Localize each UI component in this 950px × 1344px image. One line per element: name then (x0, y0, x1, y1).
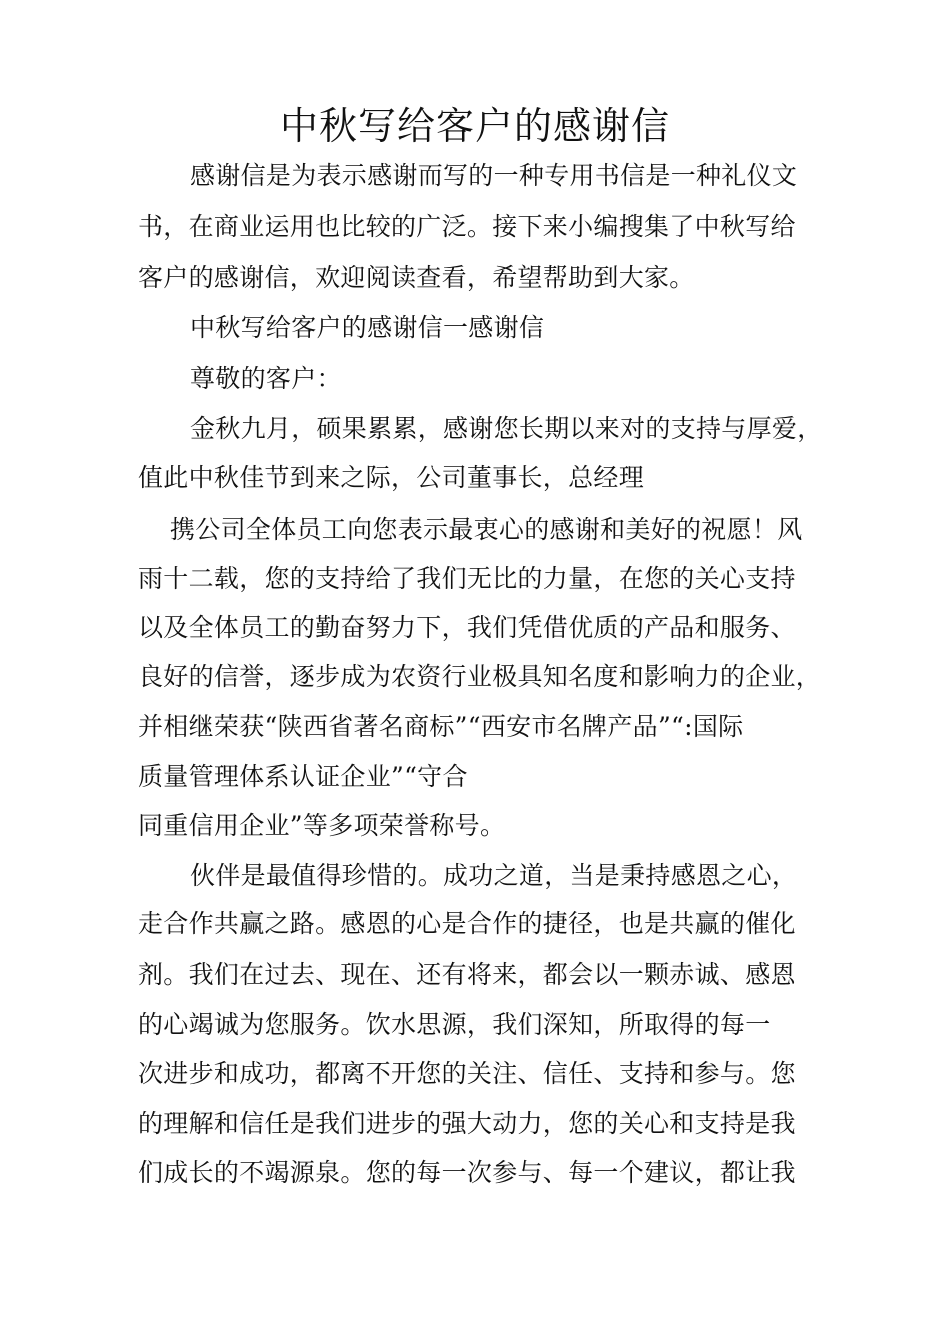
text-line: 同重信用企业”等多项荣誉称号。 (138, 811, 506, 840)
text-line: 伙伴是最值得珍惜的。成功之道，当是秉持感恩之心， (190, 861, 798, 890)
text-line: 次进步和成功，都离不开您的关注、信任、支持和参与。您 (138, 1059, 796, 1088)
text-line: 的心竭诚为您服务。饮水思源，我们深知，所取得的每一 (138, 1010, 771, 1039)
text-line: 携公司全体员工向您表示最衷心的感谢和美好的祝愿！风 (170, 515, 803, 544)
text-line: 良好的信誉，逐步成为农资行业极具知名度和影响力的企业， (138, 662, 822, 691)
text-line: 的理解和信任是我们进步的强大动力，您的关心和支持是我 (138, 1109, 796, 1138)
text-line: 质量管理体系认证企业”“守合 (138, 762, 468, 791)
text-line: 剂。我们在过去、现在、还有将来，都会以一颗赤诚、感恩 (138, 960, 796, 989)
text-line: 以及全体员工的勤奋努力下，我们凭借优质的产品和服务、 (138, 613, 796, 642)
text-line: 雨十二载，您的支持给了我们无比的力量，在您的关心支持 (138, 564, 796, 593)
text-line: 值此中秋佳节到来之际，公司董事长，总经理 (138, 463, 645, 492)
text-line: 金秋九月，硕果累累，感谢您长期以来对的支持与厚爱， (190, 414, 823, 443)
text-line: 书，在商业运用也比较的广泛。接下来小编搜集了中秋写给 (138, 212, 796, 241)
section-heading: 中秋写给客户的感谢信一感谢信 (190, 313, 545, 342)
text-line: 客户的感谢信，欢迎阅读查看，希望帮助到大家。 (138, 263, 695, 292)
text-line: 们成长的不竭源泉。您的每一次参与、每一个建议，都让我 (138, 1158, 796, 1187)
salutation: 尊敬的客户： (190, 364, 342, 393)
text-line: 感谢信是为表示感谢而写的一种专用书信是一种礼仪文 (190, 161, 798, 190)
text-line: 走合作共赢之路。感恩的心是合作的捷径，也是共赢的催化 (138, 909, 796, 938)
text-line: 并相继荣获“陕西省著名商标”“西安市名牌产品”“:国际 (138, 712, 744, 741)
document-title: 中秋写给客户的感谢信 (279, 104, 670, 148)
